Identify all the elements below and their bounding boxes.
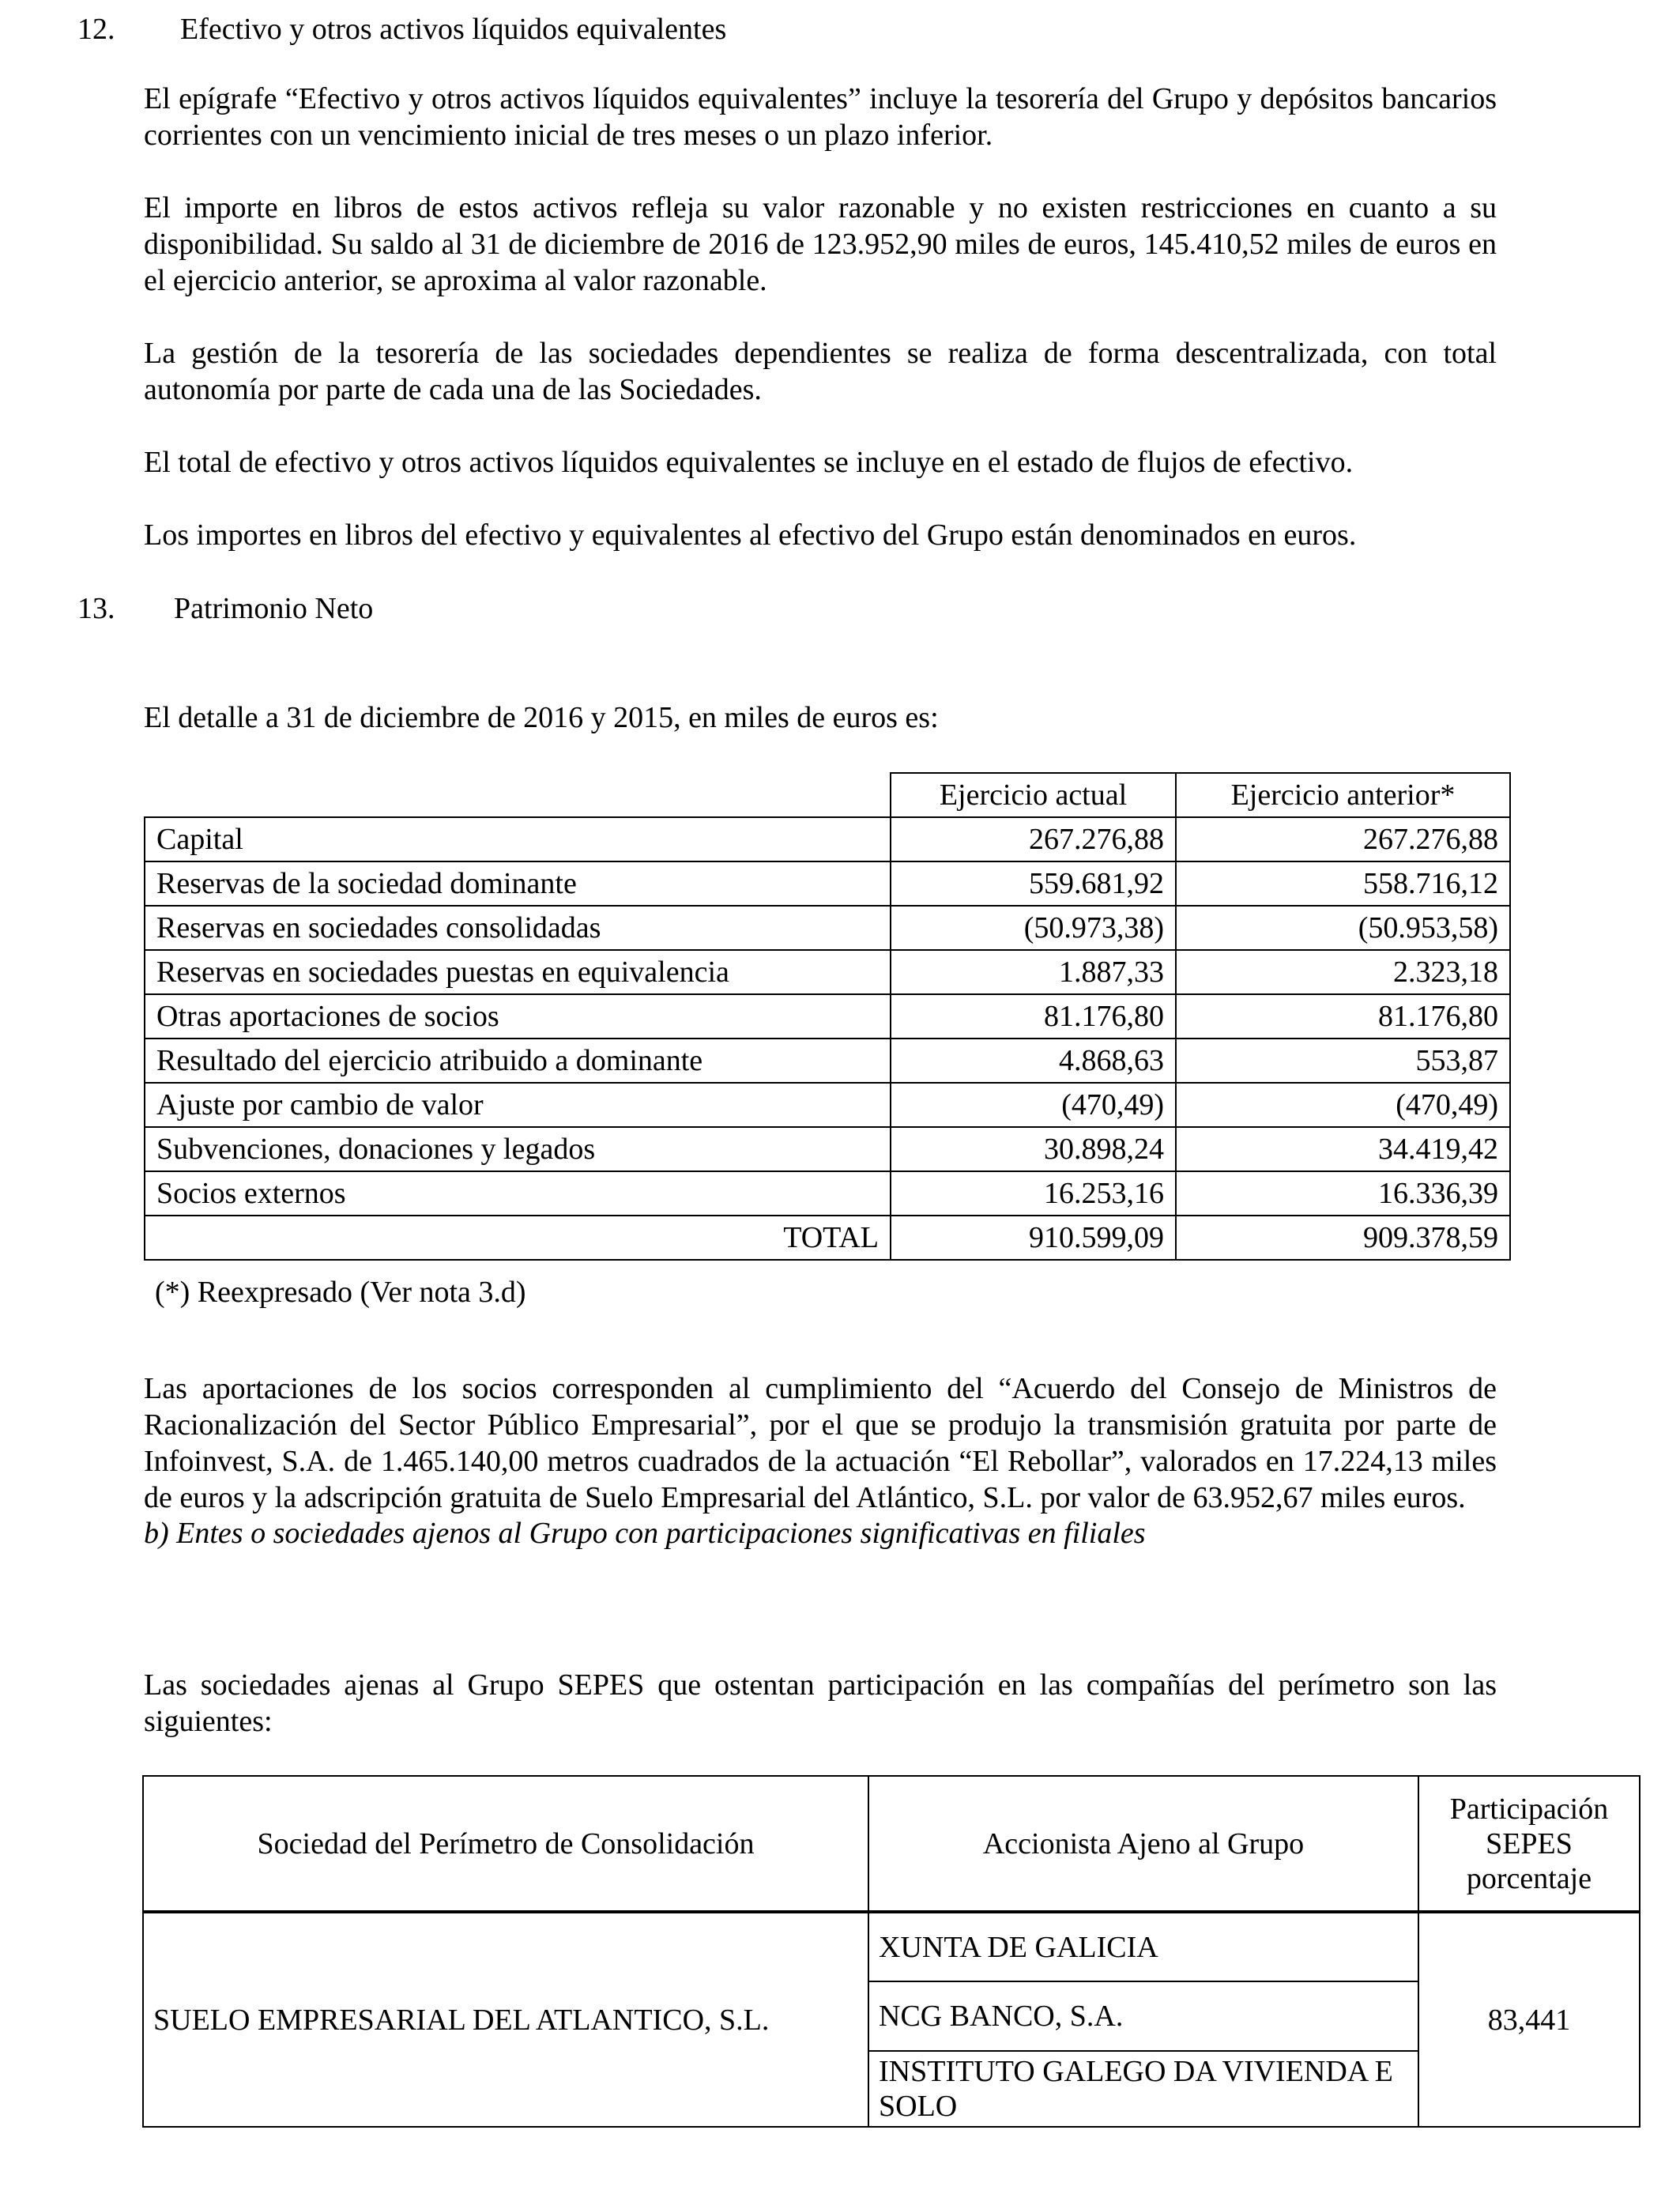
total-label: TOTAL [145,1216,891,1260]
row-label: Reservas en sociedades consolidadas [145,906,891,950]
shareholder-name: XUNTA DE GALICIA [868,1912,1418,1981]
participation-value: 83,441 [1418,1912,1640,2127]
total-current: 910.599,09 [891,1216,1176,1260]
row-previous: 81.176,80 [1176,994,1510,1039]
column-header-previous: Ejercicio anterior* [1176,773,1510,817]
company-name: SUELO EMPRESARIAL DEL ATLANTICO, S.L. [143,1912,868,2127]
shareholder-table [142,1775,1640,2128]
row-previous: 267.276,88 [1176,817,1510,861]
table-row [145,817,1510,861]
header-shareholder: Accionista Ajeno al Grupo [868,1776,1418,1912]
shareholders-intro: Las sociedades ajenas al Grupo SEPES que ostentan participación en las compañías del perímetro son las siguientes: [144,1668,1497,1738]
table-row [145,1039,1510,1083]
row-label: Ajuste por cambio de valor [145,1083,891,1127]
row-label: Reservas en sociedades puestas en equivalencia [145,950,891,994]
table-row [145,1171,1510,1216]
row-current: 30.898,24 [891,1127,1176,1171]
row-label: Capital [145,817,891,861]
section-12-paragraph-2: El importe en libros de estos activos refleja su valor razonable y no existen restricciones en cuanto a su disponibilidad. Su saldo al 31 de diciembre de 2016 de 123.952,90 miles de euros, 145.410,52 miles de euros en el ejercicio anterior, se aproxima al valor razonable. [144,191,1497,297]
row-previous: (470,49) [1176,1083,1510,1127]
equity-intro: El detalle a 31 de diciembre de 2016 y 2015, en miles de euros es: [144,701,939,734]
table-row [145,950,1510,994]
table-footnote: (*) Reexpresado (Ver nota 3.d) [155,1276,526,1309]
shareholder-name: NCG BANCO, S.A. [868,1981,1418,2051]
header-company: Sociedad del Perímetro de Consolidación [143,1776,868,1912]
row-current: (50.973,38) [891,906,1176,950]
row-current: 16.253,16 [891,1171,1176,1216]
total-previous: 909.378,59 [1176,1216,1510,1260]
row-previous: 34.419,42 [1176,1127,1510,1171]
row-current: 1.887,33 [891,950,1176,994]
row-previous: 16.336,39 [1176,1171,1510,1216]
row-label: Otras aportaciones de socios [145,994,891,1039]
section-12-title: Efectivo y otros activos líquidos equivalentes [180,13,727,46]
row-previous: 553,87 [1176,1039,1510,1083]
row-previous: (50.953,58) [1176,906,1510,950]
row-current: (470,49) [891,1083,1176,1127]
row-current: 4.868,63 [891,1039,1176,1083]
table-row [145,906,1510,950]
subheading-b: b) Entes o sociedades ajenos al Grupo con participaciones significativas en filiales [144,1517,1146,1550]
table-row [145,1083,1510,1127]
shareholder-table-header [143,1776,1640,1912]
section-12-paragraph-3: La gestión de la tesorería de las sociedades dependientes se realiza de forma descentralizada, con total autonomía por parte de cada una de las Sociedades. [144,337,1497,406]
row-previous: 558.716,12 [1176,861,1510,906]
row-label: Subvenciones, donaciones y legados [145,1127,891,1171]
section-12-paragraph-4: El total de efectivo y otros activos líquidos equivalentes se incluye en el estado de flujos de efectivo. [144,446,1354,479]
table-row [145,1127,1510,1171]
section-12-paragraph-5: Los importes en libros del efectivo y equivalentes al efectivo del Grupo están denominados en euros. [144,518,1357,552]
shareholder-name: INSTITUTO GALEGO DA VIVIENDA E SOLO [868,2051,1418,2127]
header-participation: Participación SEPES porcentaje [1418,1776,1640,1912]
section-13-number: 13. [77,592,115,625]
row-label: Reservas de la sociedad dominante [145,861,891,906]
equity-table-header [145,773,1510,817]
contributions-paragraph: Las aportaciones de los socios corresponden al cumplimiento del “Acuerdo del Consejo de Ministros de Racionalización del Sector Público Empresarial”, por el que se produjo la transmisión gratuita por parte de Infoinvest, S.A. de 1.465.140,00 metros cuadrados de la actuación “El Rebollar”, valorados en 17.224,13 miles de euros y la adscripción gratuita de Suelo Empresarial del Atlántico, S.L. por valor de 63.952,67 miles euros. [144,1372,1497,1514]
section-12-number: 12. [77,13,115,46]
row-current: 267.276,88 [891,817,1176,861]
row-previous: 2.323,18 [1176,950,1510,994]
row-current: 559.681,92 [891,861,1176,906]
row-label: Socios externos [145,1171,891,1216]
table-total-row [145,1216,1510,1260]
row-current: 81.176,80 [891,994,1176,1039]
table-row [145,861,1510,906]
section-12-paragraph-1: El epígrafe “Efectivo y otros activos líquidos equivalentes” incluye la tesorería del Grupo y depósitos bancarios corrientes con un vencimiento inicial de tres meses o un plazo inferior. [144,82,1497,152]
equity-table [144,772,1511,1261]
section-13-title: Patrimonio Neto [174,592,374,625]
row-label: Resultado del ejercicio atribuido a dominante [145,1039,891,1083]
column-header-current: Ejercicio actual [891,773,1176,817]
table-row [143,1912,1640,1981]
table-row [145,994,1510,1039]
